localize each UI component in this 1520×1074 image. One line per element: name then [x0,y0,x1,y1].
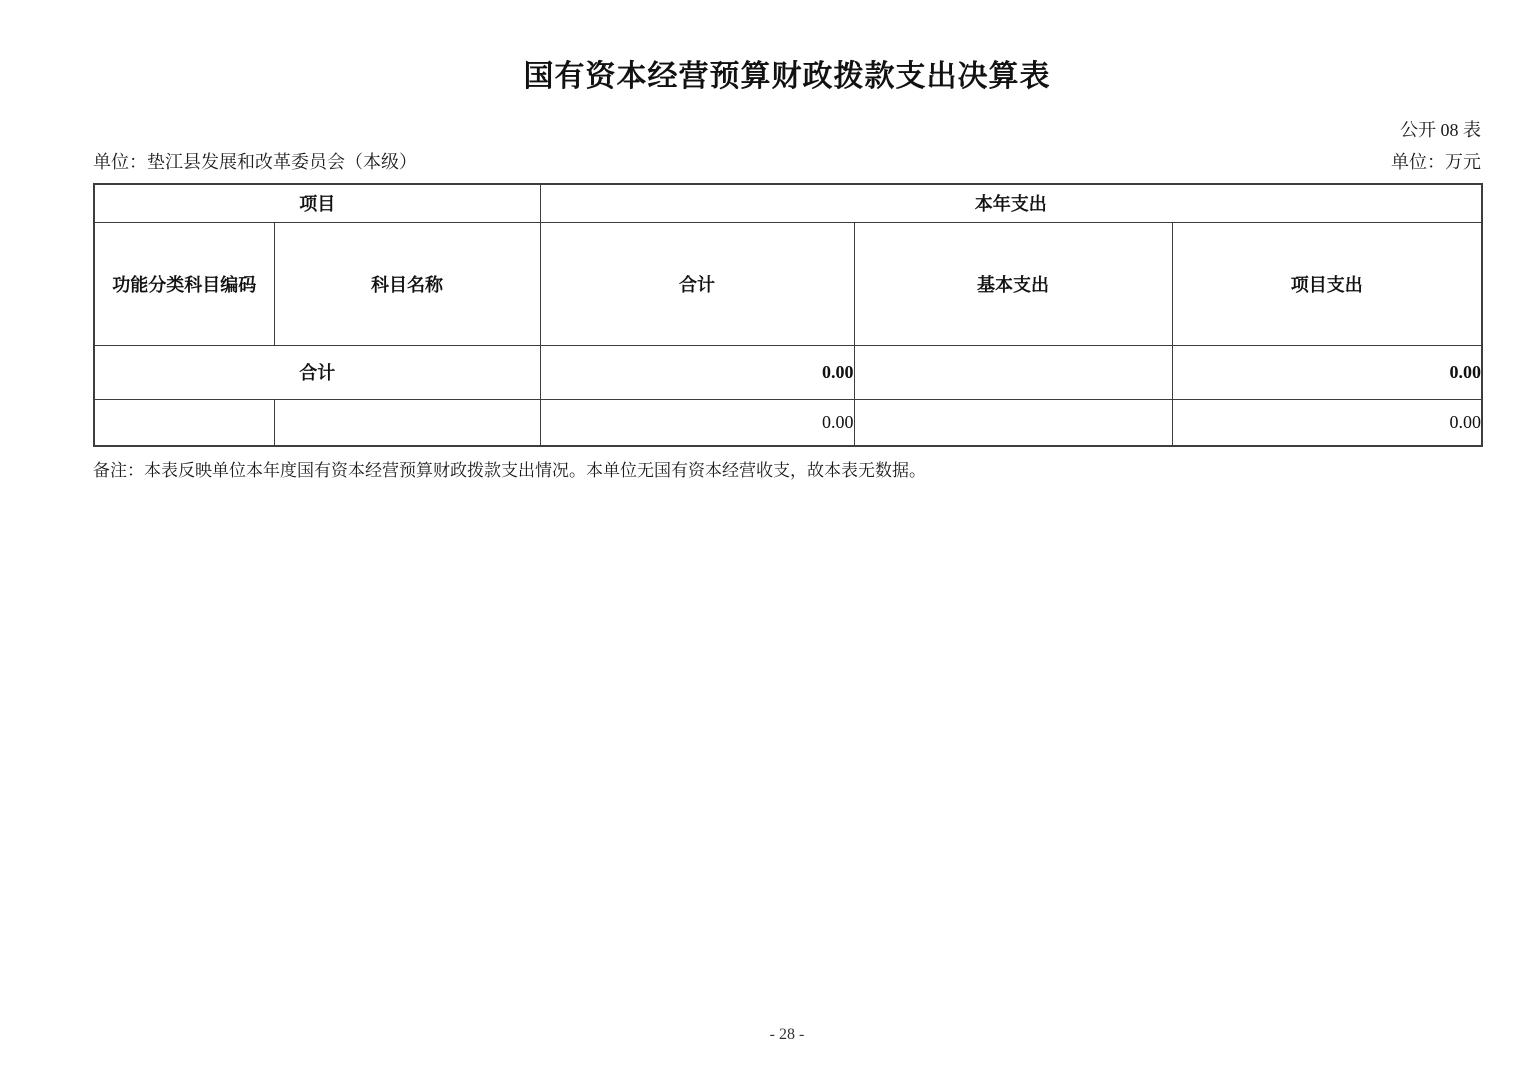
table-header-row-1 [94,184,1482,223]
header-cell-function-code: 功能分类科目编码 [94,222,274,345]
total-row-project-value: 0.00 [1172,345,1482,399]
total-row-basic-value [854,345,1172,399]
header-cell-project-group: 项目 [94,184,540,223]
header-cell-current-year-expenditure: 本年支出 [540,184,1482,223]
unit-measure-label: 单位：万元 [1391,151,1481,172]
data-row-total-value: 0.00 [540,399,854,446]
table-data-row [94,399,1482,446]
unit-info-row [93,148,1481,174]
form-number-label: 公开 08 表 [1400,119,1481,140]
page-content [93,0,1481,482]
table-header-row-2 [94,222,1482,345]
total-row-label: 合计 [94,345,540,399]
data-row-basic-value [854,399,1172,446]
table-total-row [94,345,1482,399]
data-row-code-cell [94,399,274,446]
header-cell-subject-name: 科目名称 [274,222,540,345]
header-cell-basic-expenditure: 基本支出 [854,222,1172,345]
total-row-total-value: 0.00 [540,345,854,399]
budget-table [93,183,1483,447]
data-row-name-cell [274,399,540,446]
header-cell-project-expenditure: 项目支出 [1172,222,1482,345]
unit-name-label: 单位：垫江县发展和改革委员会（本级） [93,151,417,172]
note-text: 备注：本表反映单位本年度国有资本经营预算财政拨款支出情况。本单位无国有资本经营收支，故本表无数据。 [93,460,926,480]
page-number: - 28 - [769,1026,805,1043]
page-title: 国有资本经营预算财政拨款支出决算表 [523,60,1051,93]
data-row-project-value: 0.00 [1172,399,1482,446]
header-cell-total: 合计 [540,222,854,345]
